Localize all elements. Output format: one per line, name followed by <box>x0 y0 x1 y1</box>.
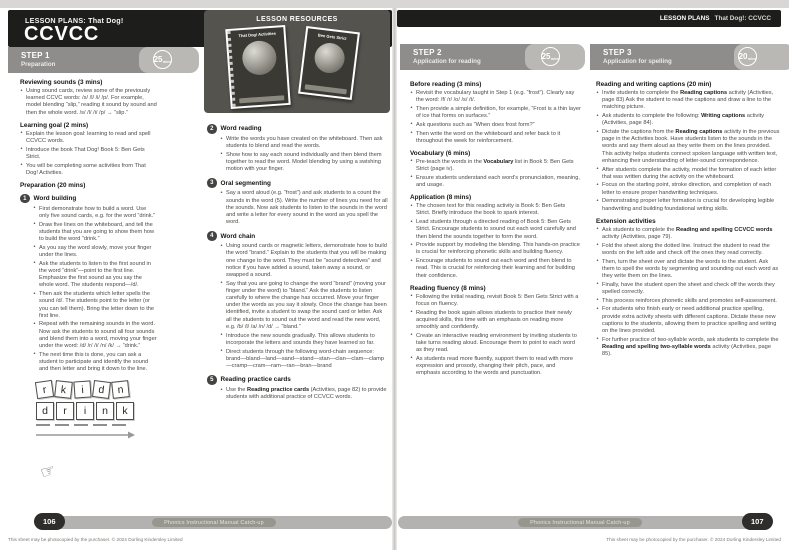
bullet-item: • Say a word aloud (e.g. “frost”) and ask students to a count the sounds in the word (5). Write the number of lines you need for all the sounds. Now ask students to listen to the sounds in the word and write a letter for every sound in the word as you spell the word. <box>220 190 389 226</box>
activity-title: Reading practice cards <box>220 376 291 384</box>
letter-tile: d <box>92 380 111 399</box>
bullet-item: • Ensure students understand each word’s pronunciation, meaning, and usage. <box>410 175 581 189</box>
timer-badge <box>738 47 757 66</box>
step3-bar <box>590 44 781 70</box>
sound-line <box>93 424 107 426</box>
timer-unit: mins <box>748 56 757 61</box>
column-step2 <box>410 76 581 380</box>
page-gutter <box>392 8 397 550</box>
header-label: LESSON PLANS <box>659 15 710 22</box>
bullet-item: • Then ask the students which letter spells the sound /d/. The students point to the letter (or you can tell them). Bring the letter down to the first line. <box>33 291 157 320</box>
bullet-list <box>596 227 782 358</box>
section-heading: Before reading (3 mins) <box>410 81 482 88</box>
timer-minutes: 25 <box>153 55 163 64</box>
step2-bar <box>400 44 572 70</box>
manual-name-pill: Phonics Instructional Manual Catch-up <box>152 518 276 528</box>
bullet-list <box>220 136 389 173</box>
bullet-item: • Ask students to complete the Reading and spelling CCVCC words activity (Activities, page 79). <box>596 227 782 241</box>
step2-subtitle: Application for reading <box>413 58 481 65</box>
bullet-list <box>410 159 581 189</box>
bullet-item: • For students who finish early or need additional practice spelling, provide extra activity sheets with different captions. Dictate these new captions to the students, allowing them to practice spelling and writing on the lines provided. <box>596 306 782 335</box>
bullet-list <box>220 190 389 226</box>
bullet-item: • Reading the book again allows students to practice their newly acquired skills, this time with an emphasis on reading more smoothly and confidently. <box>410 310 581 332</box>
book-cover-photo <box>241 39 277 75</box>
step1-numbered-activities <box>207 124 389 401</box>
bullet-item: • Introduce the book That Dog! Book 5: Ben Gets Strict. <box>20 147 157 161</box>
letter-tile: k <box>116 402 134 420</box>
bullet-item: • Then provide a simple definition, for example, “Frost is a thin layer of ice that forms on surfaces.” <box>410 106 581 120</box>
section-heading: Vocabulary (6 mins) <box>410 149 471 157</box>
bullet-item: • Fold the sheet along the dotted line. Instruct the student to read the words on the left side and check off the ones they read correctly. <box>596 243 782 257</box>
numbered-activity <box>207 375 389 385</box>
bullet-item: • Ask students to complete the following: Writing captions activity (Activities, page 84). <box>596 113 782 127</box>
book-cover-inner <box>227 27 288 107</box>
section-heading: Extension activities <box>596 217 656 225</box>
timer-badge <box>541 47 560 66</box>
bullet-item: • First demonstrate how to build a word. Use only five sound cards, e.g. for the word “drink.” <box>33 206 157 220</box>
bullet-item: • Invite students to complete the Reading captions activity (Activities, page 83) Ask the student to read the captions and draw a line to the matching picture. <box>596 90 782 112</box>
page-number-left: 106 <box>34 513 65 530</box>
step3-label: STEP 3 <box>603 48 632 57</box>
bullet-item: • As students read more fluently, support them to read with more expression and prosody, changing their pitch, pace, and emphasis according to the words and punctuation. <box>410 356 581 378</box>
activity-title: Word building <box>33 195 77 203</box>
activity-number-badge: 5 <box>207 375 217 385</box>
header-subtitle: That Dog!: CCVCC <box>714 15 771 22</box>
lesson-resources-title: LESSON RESOURCES <box>256 16 338 23</box>
book-title: That Dog! Activities <box>238 30 277 39</box>
timer-minutes: 25 <box>541 52 551 61</box>
bullet-item: • Dictate the captions from the Reading captions activity in the previous page in the Activities book. Have students listen to the sounds in the words and say them aloud as they write them on the lines provided. This activity helps students connect spoken language with written text, enhancing their understanding of letter-sound correspondence. <box>596 129 782 165</box>
lesson-resources-panel <box>204 10 390 113</box>
numbered-activity <box>207 178 389 188</box>
timer-minutes: 20 <box>738 52 748 61</box>
book-caption-bar <box>305 84 347 94</box>
bullet-item: • Say that you are going to change the word “brand” (moving your finger under the word) to “bland.” Ask the students to listen carefully to where the change has occurred. Move your finger under the words as you say it slowly. Once the change has been identified, invite a student to swap the sound card or letter. Ask all the students to sound out the word and read the new word, e.g. /b/ /l/ /a/ /n/ /d/ → “bland.” <box>220 281 389 331</box>
activity-number-badge: 4 <box>207 231 217 241</box>
bullet-list <box>596 90 782 213</box>
activity-title: Oral segmenting <box>220 179 271 187</box>
copyright-left: This sheet may be photocopied by the purchaser. © 2024 Dorling Kindersley Limited <box>8 537 183 542</box>
copyright-right: This sheet may be photocopied by the purchaser. © 2024 Dorling Kindersley Limited <box>606 537 781 542</box>
column-step1-right <box>207 119 389 404</box>
timer-unit: mins <box>551 56 560 61</box>
bullet-item: • Provide support by modeling the blending. This hands-on practice is crucial for reinforcing phonetic skills and building fluency. <box>410 242 581 256</box>
step2-sections <box>410 81 581 377</box>
bullet-item: • You will be completing some activities from That Dog! Activities. <box>20 163 157 177</box>
numbered-activity <box>207 124 389 134</box>
bullet-item: • Revisit the vocabulary taught in Step 1 (e.g. “frost”). Clearly say the word: /f/ /r/ /o/ /s/ /t/. <box>410 90 581 104</box>
manual-name-pill: Phonics Instructional Manual Catch-up <box>518 518 642 528</box>
bullet-item: • Create an interactive reading environment by inviting students to take turns reading aloud. Encourage them to point to each word as they read. <box>410 333 581 355</box>
bullet-item: • Lead students through a directed reading of Book 5: Ben Gets Strict. Encourage students to sound out each word carefully and then blend the sounds together to form the word. <box>410 219 581 241</box>
footer-bar-left <box>36 516 392 529</box>
bullet-item: • The chosen text for this reading activity is Book 5: Ben Gets Strict. Briefly introduce the book to spark interest. <box>410 203 581 217</box>
sound-line <box>112 424 126 426</box>
bullet-list <box>220 243 389 370</box>
book-cover-activities <box>225 25 290 109</box>
section-heading: Preparation (20 mins) <box>20 181 86 189</box>
bullet-item: • Following the initial reading, revisit Book 5: Ben Gets Strict with a focus on fluency. <box>410 294 581 308</box>
bullet-item: • For further practice of two-syllable words, ask students to complete the Reading and spelling two-syllable words activity (Activities, page 85). <box>596 337 782 359</box>
column-step3 <box>596 76 782 361</box>
step1-sections <box>20 79 157 373</box>
activity-number-badge: 3 <box>207 178 217 188</box>
bullet-item: • Direct students through the following word-chain sequence: brand—bland—land—sand—stand—stan—clan—clam—clamp—cramp—cram—ram—ran—bran—brand <box>220 349 389 371</box>
step1-label: STEP 1 <box>21 51 50 60</box>
scrambled-letter-tiles <box>30 381 157 398</box>
sound-line <box>55 424 69 426</box>
bullet-item: • Write the words you have created on the whiteboard. Then ask students to blend and read the words. <box>220 136 389 150</box>
bullet-item: • This process reinforces phonetic skills and promotes self-assessment. <box>596 298 782 305</box>
bullet-item: • Repeat with the remaining sounds in the word. Now ask the students to sound all four sounds and blend them into a word, moving your finger under the word: /d/ /r/ /i/ /n/ /k/ → “drink.” <box>33 321 157 350</box>
section-heading: Reading fluency (8 mins) <box>410 284 486 292</box>
bullet-item: • Ask the students to listen to the first sound in the word “drink”—point to the first line. Emphasize the first sound as you say the whole word. The students respond—/d/. <box>33 261 157 290</box>
header-eyebrow: LESSON PLANS: That Dog! <box>25 16 124 25</box>
letter-tile: n <box>111 380 130 399</box>
bullet-item: • As you say the word slowly, move your finger under the lines. <box>33 245 157 259</box>
letter-tile: d <box>36 402 54 420</box>
bullet-list <box>410 90 581 145</box>
pointing-hand-icon: ☞ <box>37 460 59 483</box>
bullet-item: • Encourage students to sound out each word and then blend to read. This is crucial for reinforcing their learning and for building their confidence. <box>410 258 581 280</box>
step1-subtitle: Preparation <box>21 61 56 68</box>
sound-line <box>74 424 88 426</box>
bullet-list <box>20 88 157 117</box>
page-number-right: 107 <box>742 513 773 530</box>
timer-unit: mins <box>163 59 172 64</box>
bullet-item: • Using sound cards or magnetic letters, demonstrate how to build the word “brand.” Explain to the students that you will be making one change to the word. They must be “sound detectives” and notice if you have added a sound, taken away a sound, or swapped a sound. <box>220 243 389 279</box>
activity-number-badge: 1 <box>20 194 30 204</box>
bullet-item: • After students complete the activity, model the formation of each letter that was written during the activity on the whiteboard. <box>596 167 782 181</box>
bullet-item: • Then, turn the sheet over and dictate the words to the student. Ask them to spell the words by segmenting and sounding out each word as they write them on the lines. <box>596 259 782 281</box>
bullet-item: • Ask questions such as “When does frost form?” <box>410 122 581 129</box>
step3-sections <box>596 81 782 358</box>
bullet-item: • Pre-teach the words in the Vocabulary list in Book 5: Ben Gets Strict (page iv). <box>410 159 581 173</box>
bullet-item: • Show how to say each sound individually and then blend them together to read the word. Model blending by using a swishing motion with your finger. <box>220 152 389 174</box>
bullet-item: • Focus on the starting point, stroke direction, and completion of each letter to ensure proper handwriting techniques. <box>596 182 782 196</box>
column-step1-left <box>20 74 157 483</box>
word-building-illustration <box>20 381 157 483</box>
letter-tile: i <box>73 381 91 399</box>
footer-bar-right <box>398 516 762 529</box>
letter-tile: k <box>54 380 73 399</box>
step2-label: STEP 2 <box>413 48 442 57</box>
letter-tile: i <box>76 402 94 420</box>
bullet-list <box>410 203 581 280</box>
bullet-item: • Draw five lines on the whiteboard, and tell the students that you are going to show them how to build the word “drink.” <box>33 222 157 244</box>
letter-tile: r <box>56 402 74 420</box>
letter-tile: n <box>96 402 114 420</box>
bullet-list <box>410 294 581 378</box>
book-caption-bar <box>239 95 284 103</box>
bullet-item: • Introduce the new sounds gradually. This allows students to incorporate the letters and sounds they have learned so far. <box>220 333 389 347</box>
activity-title: Word chain <box>220 232 256 240</box>
numbered-activity <box>20 194 157 204</box>
book-title: Ben Gets Strict <box>317 32 347 41</box>
activity-number-badge: 2 <box>207 124 217 134</box>
step3-subtitle: Application for spelling <box>603 58 672 65</box>
letter-tile: r <box>35 380 54 399</box>
bullet-item: • Use the Reading practice cards (Activities, page 82) to provide students with additional practice of CCVCC words. <box>220 387 389 401</box>
book-cover-ben-gets-strict <box>298 26 360 100</box>
section-heading: Application (8 mins) <box>410 194 472 202</box>
timer-badge <box>153 50 172 69</box>
page-title: CCVCC <box>24 23 100 45</box>
section-heading: Reviewing sounds (3 mins) <box>20 79 103 86</box>
word-letter-tiles <box>30 402 157 420</box>
numbered-activity <box>207 231 389 241</box>
bullet-item: • Using sound cards, review some of the previously learned CCVC words: /s/ /l/ /i/ /p/. For example, model blending “slip,” reading it sound by sound and then the whole word. /s/ /l/ /i/ /p/ → “slip.” <box>20 88 157 117</box>
section-heading: Reading and writing captions (20 min) <box>596 81 712 88</box>
sound-lines <box>30 424 157 426</box>
sound-line <box>36 424 50 426</box>
bullet-item: • Explain the lesson goal: learning to read and spell CCVCC words. <box>20 131 157 145</box>
bullet-list <box>33 206 157 373</box>
bullet-item: • The next time this is done, you can ask a student to participate and identify the sound and then letter and bring it down to the line. <box>33 352 157 374</box>
section-heading: Learning goal (2 mins) <box>20 121 89 129</box>
step1-bar <box>8 47 186 73</box>
book-cover-inner <box>300 28 357 98</box>
bullet-list <box>220 387 389 401</box>
bullet-list <box>20 131 157 177</box>
bullet-item: • Then write the word on the whiteboard and refer back to it throughout the week for reinforcement. <box>410 131 581 145</box>
right-page-header <box>397 10 781 27</box>
bullet-item: • Finally, have the student open the sheet and check off the words they spelled correctly. <box>596 282 782 296</box>
book-cover-photo <box>313 41 346 74</box>
activity-title: Word reading <box>220 125 262 133</box>
bullet-item: • Demonstrating proper letter formation is crucial for developing legible handwriting and building foundational writing skills. <box>596 198 782 212</box>
